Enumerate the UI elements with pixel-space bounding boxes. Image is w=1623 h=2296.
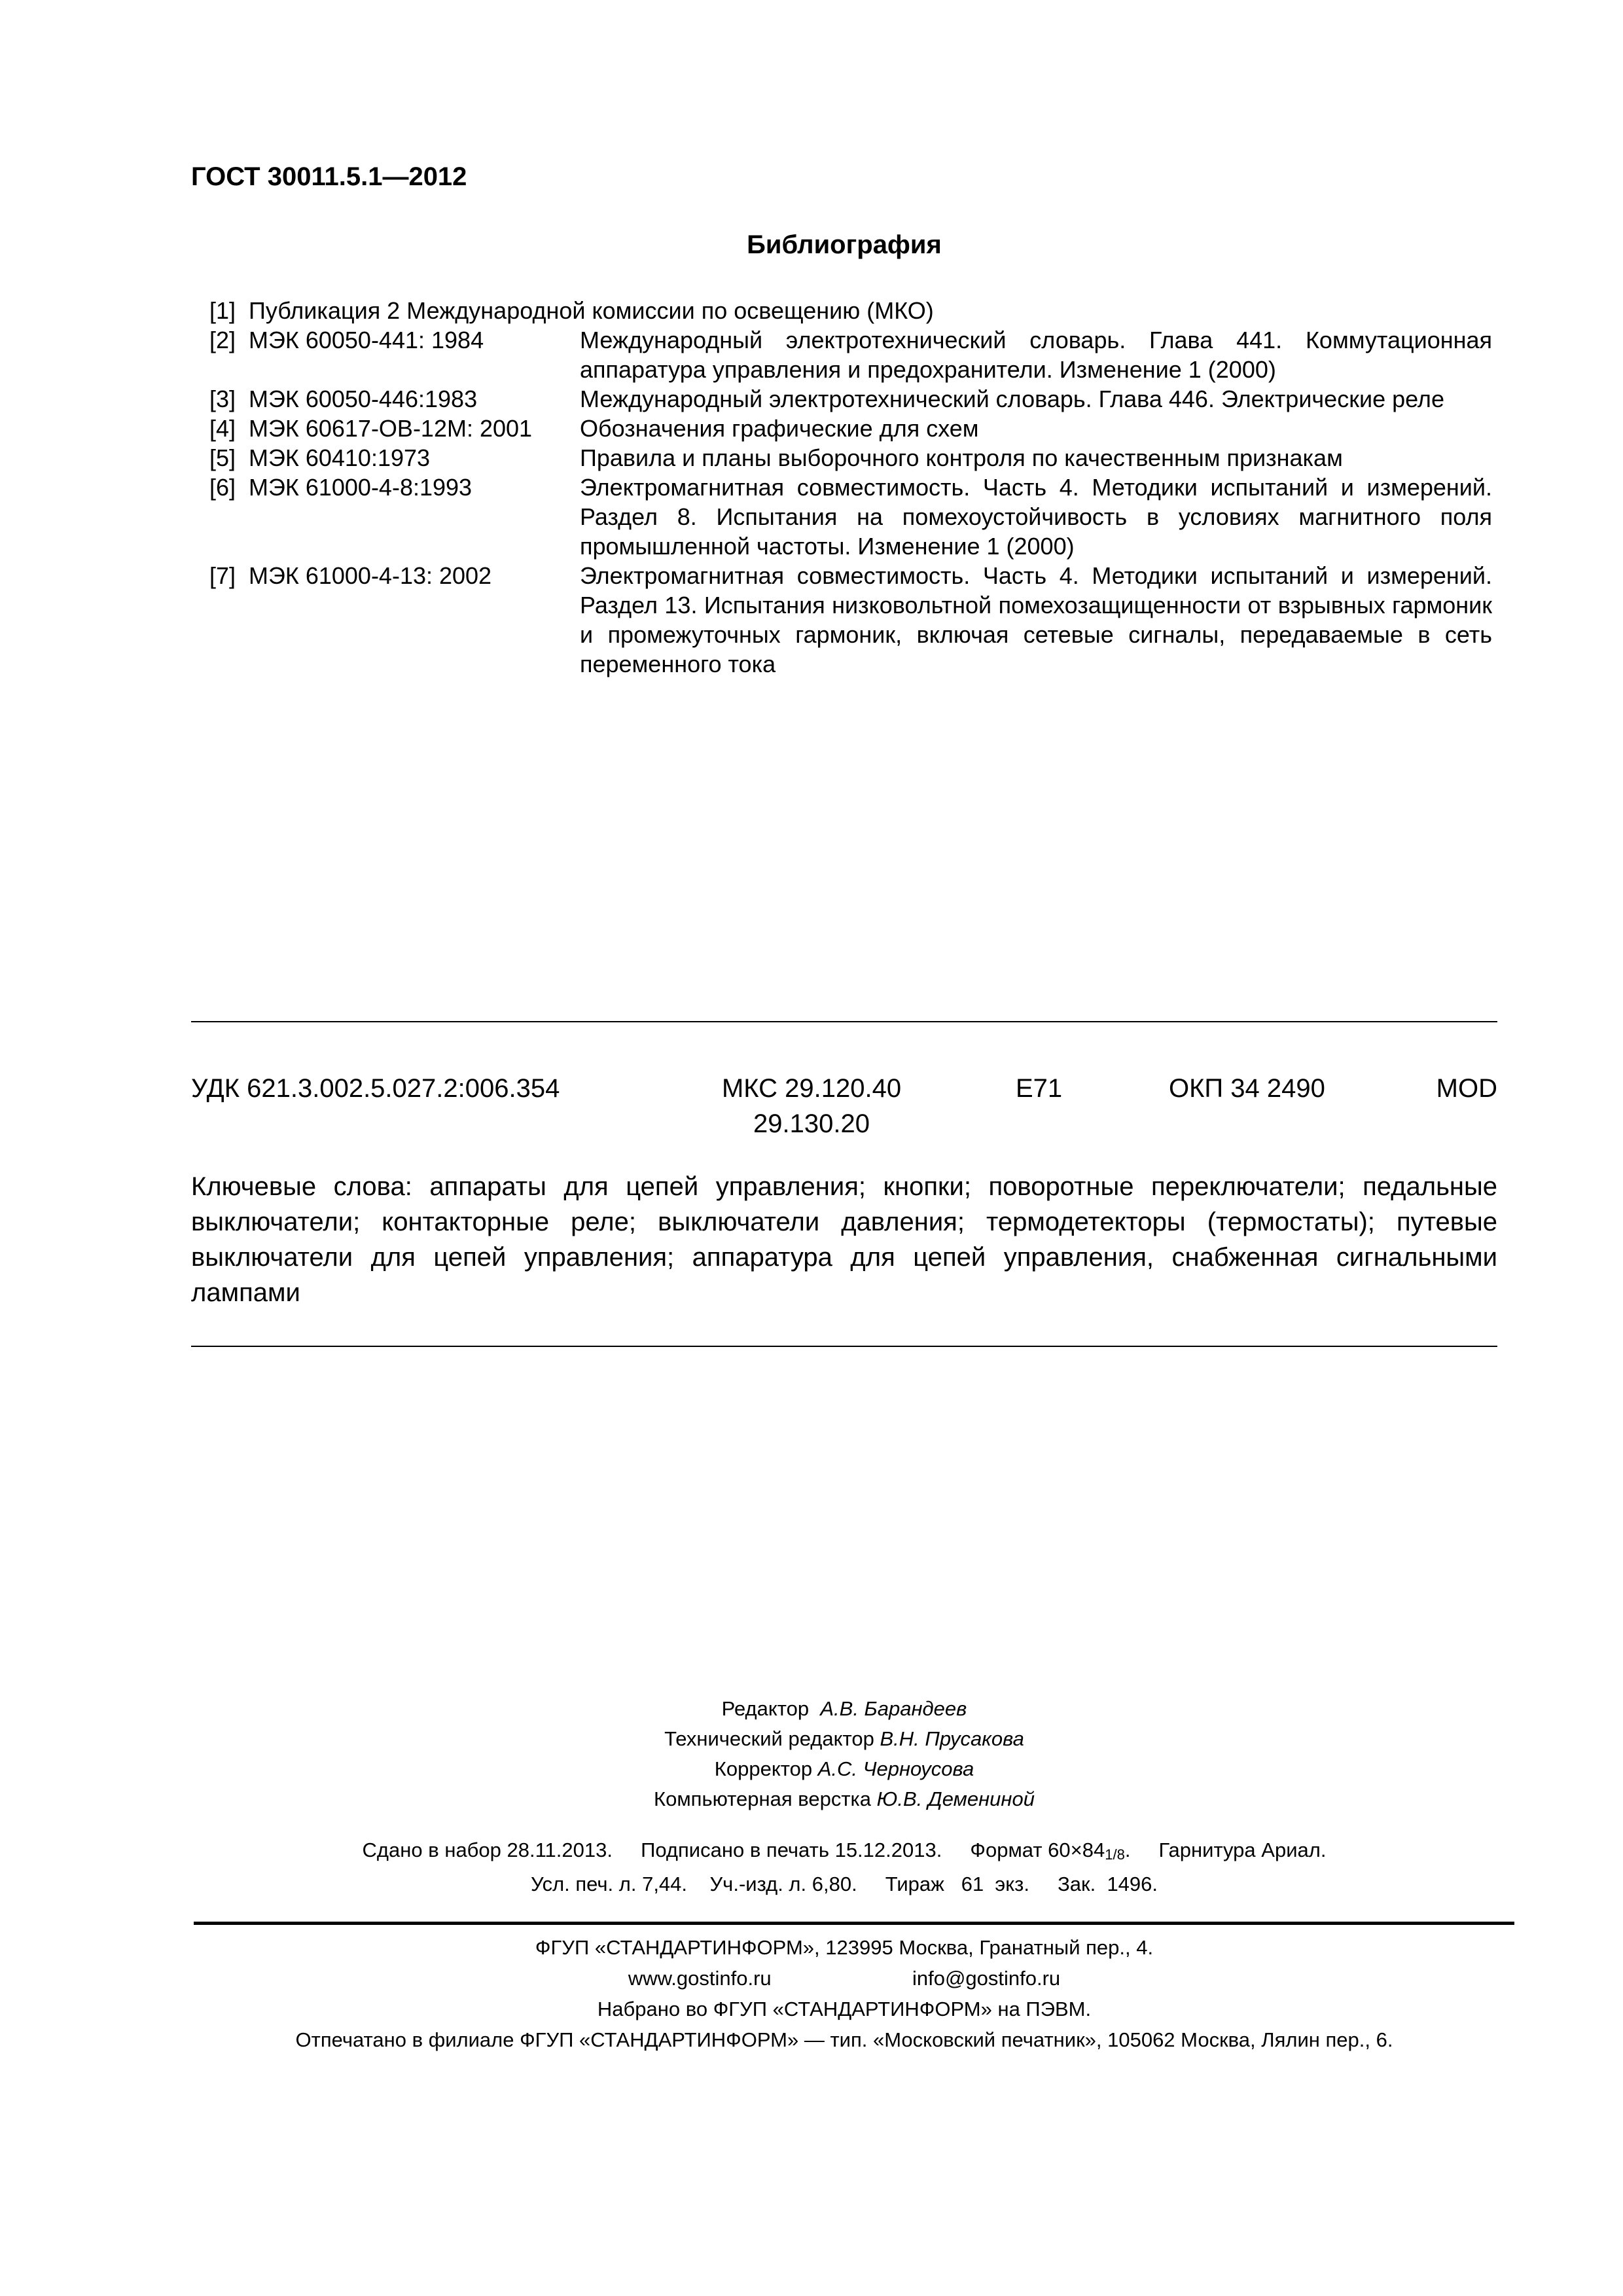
print-sheets: Усл. печ. л. 7,44.: [530, 1873, 688, 1895]
entry-number: [3]: [209, 386, 236, 412]
group-code: Е71: [1016, 1074, 1063, 1103]
credit-role: Технический редактор: [664, 1727, 874, 1750]
entry-description: Электромагнитная совместимость. Часть 4. Методики испытаний и измерений. Раздел 8. Испытания на помехоустойчивость в условиях магнитного поля промышленной частоты. Изменение 1 (2000): [580, 474, 1492, 560]
entry-code: МЭК 60617-OB-12M: 2001: [249, 415, 533, 442]
submitted-date: Сдано в набор 28.11.2013.: [362, 1839, 613, 1861]
entry-number: [5]: [209, 444, 236, 471]
bibliography-list: [209, 296, 1492, 679]
entry-code: МЭК 60050-446:1983: [249, 386, 478, 412]
print-info: [0, 1835, 1623, 1899]
divider-bottom: [191, 1346, 1497, 1347]
bibliography-entry: [209, 296, 1492, 325]
divider-publisher: [194, 1922, 1514, 1925]
publisher-address: ФГУП «СТАНДАРТИНФОРМ», 123995 Москва, Гранатный пер., 4.: [535, 1936, 1154, 1959]
entry-description: Правила и планы выборочного контроля по качественным признакам: [580, 444, 1343, 471]
mod-label: MOD: [1436, 1074, 1497, 1103]
print-run: Тираж 61 экз.: [885, 1873, 1029, 1895]
credit-person: А.В. Барандеев: [820, 1697, 967, 1720]
publisher-printed: Отпечатано в филиале ФГУП «СТАНДАРТИНФОРМ» — тип. «Московский печатник», 105062 Москва, Лялин пер., 6.: [295, 2028, 1393, 2051]
publisher-contacts: [0, 1963, 1623, 1994]
signed-date: Подписано в печать 15.12.2013.: [641, 1839, 942, 1861]
entry-number: [1]: [209, 297, 236, 324]
entry-text: Публикация 2 Международной комиссии по освещению (МКО): [249, 297, 934, 324]
credit-person: А.С. Черноусова: [817, 1757, 974, 1780]
credit-role: Редактор: [721, 1697, 810, 1720]
publisher-site: www.gostinfo.ru: [628, 1967, 772, 1990]
bibliography-entry: [209, 384, 1492, 414]
bibliography-entry: [209, 473, 1492, 561]
entry-code: МЭК 60050-441: 1984: [249, 327, 484, 353]
print-info-line-1: Сдано в набор 28.11.2013. Подписано в печать 15.12.2013. Формат 60×841/8. Гарнитура Ариал.: [362, 1839, 1327, 1863]
udc-code: УДК 621.3.002.5.027.2:006.354: [191, 1074, 560, 1103]
bibliography-entry: [209, 325, 1492, 384]
credit-person: В.Н. Прусакова: [880, 1727, 1024, 1750]
format-fraction: 1/8: [1105, 1846, 1125, 1863]
credit-editor: [0, 1694, 1623, 1724]
publish-sheets: Уч.-изд. л. 6,80.: [709, 1873, 857, 1895]
entry-description: Обозначения графические для схем: [580, 415, 979, 442]
credit-layout: [0, 1784, 1623, 1814]
bibliography-entry: [209, 443, 1492, 473]
credit-role: Компьютерная верстка: [654, 1787, 872, 1810]
mks-code-1: МКС 29.120.40: [721, 1074, 902, 1103]
entry-number: [7]: [209, 562, 236, 589]
document-id: ГОСТ 30011.5.1—2012: [191, 162, 467, 191]
entry-description: Электромагнитная совместимость. Часть 4. Методики испытаний и измерений. Раздел 13. Испытания низковольтной помехозащищенности от взрывных гармоник и промежуточных гармоник, включая сетевые сигналы, передаваемые в сеть переменного тока: [580, 562, 1492, 677]
credit-person: Ю.В. Демениной: [876, 1787, 1035, 1810]
keywords: Ключевые слова: аппараты для цепей управления; кнопки; поворотные переключатели; педальные выключатели; контакторные реле; выключатели давления; термодетекторы (термостаты); путевые выключатели для цепей управления; аппаратура для цепей управления, снабженная сигнальными лампами: [191, 1172, 1497, 1307]
entry-code: МЭК 61000-4-13: 2002: [249, 562, 492, 589]
publisher-typeset: Набрано во ФГУП «СТАНДАРТИНФОРМ» на ПЭВМ.: [597, 1998, 1092, 2020]
bibliography-entry: [209, 561, 1492, 679]
credit-proofreader: [0, 1754, 1623, 1784]
okp-code: ОКП 34 2490: [1169, 1074, 1325, 1103]
credit-tech-editor: [0, 1724, 1623, 1754]
mks-codes: [713, 1071, 910, 1141]
typeface: Гарнитура Ариал.: [1158, 1839, 1327, 1861]
entry-description: Международный электротехнический словарь. Глава 441. Коммутационная аппаратура управления и предохранители. Изменение 1 (2000): [580, 327, 1492, 383]
bibliography-entry: [209, 414, 1492, 443]
entry-description: Международный электротехнический словарь. Глава 446. Электрические реле: [580, 386, 1444, 412]
entry-number: [6]: [209, 474, 236, 501]
entry-code: МЭК 60410:1973: [249, 444, 431, 471]
print-info-line-2: [0, 1869, 1623, 1899]
order-number: Зак. 1496.: [1058, 1873, 1158, 1895]
credit-role: Корректор: [714, 1757, 813, 1780]
entry-number: [2]: [209, 327, 236, 353]
bibliography-title: Библиография: [747, 230, 942, 259]
mks-code-2: 29.130.20: [753, 1109, 870, 1138]
publisher-info: [0, 1932, 1623, 2055]
entry-code: МЭК 61000-4-8:1993: [249, 474, 473, 501]
paper-format: Формат 60×84: [970, 1839, 1105, 1861]
entry-number: [4]: [209, 415, 236, 442]
divider-top: [191, 1021, 1497, 1022]
publisher-email: info@gostinfo.ru: [912, 1967, 1061, 1990]
credits: [0, 1694, 1623, 1814]
